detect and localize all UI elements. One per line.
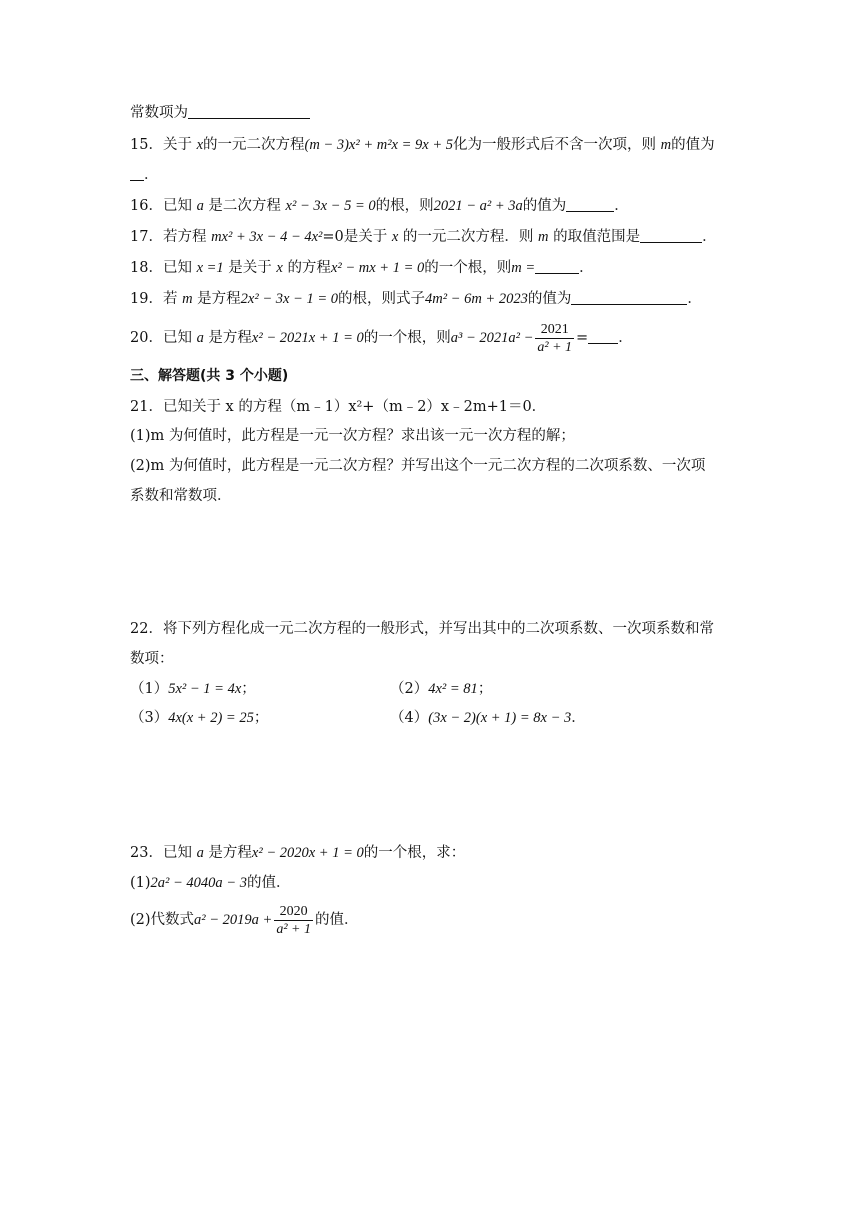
q15-text: 的一元二次方程 bbox=[203, 137, 305, 153]
question-22-item-4 bbox=[390, 708, 586, 728]
q22-item1-equation: 5x² − 1 = 4x bbox=[168, 681, 242, 697]
question-23-stem bbox=[130, 843, 465, 863]
q23-fraction bbox=[274, 903, 313, 938]
q17-text: =0是关于 bbox=[322, 229, 388, 245]
q18-text2: 的方程 bbox=[287, 260, 331, 276]
q18-var-m: m = bbox=[511, 260, 536, 276]
q23-prefix: 23．已知 bbox=[130, 845, 192, 861]
q23-part1-label: (1) bbox=[130, 875, 151, 891]
q20-fraction-numerator: 2021 bbox=[535, 321, 574, 339]
q17-prefix: 17．若方程 bbox=[130, 229, 207, 245]
q16-var-a: a bbox=[196, 198, 204, 214]
question-22-item-1 bbox=[130, 679, 256, 699]
q23-fraction-numerator: 2020 bbox=[274, 903, 313, 921]
q18-text: 是关于 bbox=[228, 260, 272, 276]
q23-part1-expression: 2a² − 4040a − 3 bbox=[150, 875, 247, 891]
q17-end: 的取值范围是 bbox=[553, 229, 641, 245]
q23-part2-end: 的值． bbox=[315, 912, 359, 928]
q16-end: 的值为 bbox=[522, 198, 567, 214]
q20-var-a: a bbox=[196, 330, 204, 346]
q22-item4-equation: (3x − 2)(x + 1) = 8x − 3 bbox=[428, 710, 572, 726]
question-18 bbox=[130, 258, 594, 278]
q14-tail-text: 常数项为 bbox=[130, 105, 188, 121]
q17-text2: 的一元二次方程．则 bbox=[402, 229, 534, 245]
question-15 bbox=[130, 135, 715, 155]
q15-text2: 化为一般形式后不含一次项，则 bbox=[453, 137, 656, 153]
q19-var-m: m bbox=[182, 291, 193, 307]
q18-answer-blank[interactable] bbox=[535, 259, 579, 274]
question-21-part1: (1)m 为何值时，此方程是一元一次方程？求出该一元一次方程的解； bbox=[130, 428, 575, 444]
q18-var-x: x bbox=[276, 260, 283, 276]
q16-equation: x² − 3x − 5 = 0 bbox=[285, 198, 376, 214]
question-15-cont bbox=[130, 165, 159, 185]
q20-equals: = bbox=[576, 330, 589, 346]
question-20 bbox=[130, 320, 633, 356]
q20-prefix: 20．已知 bbox=[130, 330, 192, 346]
q15-var-m: m bbox=[660, 137, 672, 153]
q15-period: ． bbox=[144, 167, 159, 183]
q23-text2: 的一个根，求： bbox=[363, 845, 466, 861]
q23-text: 是方程 bbox=[208, 845, 252, 861]
q16-expression: 2021 − a² + 3a bbox=[433, 198, 523, 214]
q23-part2-label: (2)代数式 bbox=[130, 912, 195, 928]
q23-fraction-denominator: a² + 1 bbox=[276, 921, 311, 937]
q15-answer-blank[interactable] bbox=[130, 166, 144, 181]
q18-equation: x² − mx + 1 = 0 bbox=[330, 260, 425, 276]
q14-tail bbox=[130, 103, 310, 123]
q16-answer-blank[interactable] bbox=[566, 197, 614, 212]
q18-period: ． bbox=[579, 260, 594, 276]
q16-prefix: 16．已知 bbox=[130, 198, 192, 214]
question-19 bbox=[130, 289, 702, 309]
q20-fraction bbox=[535, 321, 574, 356]
question-22-item-2 bbox=[390, 679, 492, 699]
q19-text: 是方程 bbox=[197, 291, 241, 307]
question-22-stem-cont: 数项： bbox=[130, 651, 174, 667]
q18-condition: x =1 bbox=[196, 260, 224, 276]
q14-answer-blank[interactable] bbox=[188, 104, 310, 119]
question-23-part2 bbox=[130, 902, 359, 938]
q15-prefix: 15．关于 bbox=[130, 137, 192, 153]
q23-var-a: a bbox=[196, 845, 204, 861]
q22-item3-end: ； bbox=[253, 710, 269, 726]
q17-equation: mx² + 3x − 4 − 4x² bbox=[211, 229, 323, 245]
question-23-part1 bbox=[130, 873, 290, 893]
q23-part1-end: 的值． bbox=[246, 875, 291, 891]
q20-text: 是方程 bbox=[208, 330, 252, 346]
q17-answer-blank[interactable] bbox=[640, 228, 702, 243]
q23-part2-expression: a² − 2019a + bbox=[194, 912, 273, 928]
q22-item1-label: （1） bbox=[130, 681, 169, 697]
q18-text3: 的一个根，则 bbox=[424, 260, 512, 276]
q19-text2: 的根，则式子 bbox=[337, 291, 425, 307]
q19-answer-blank[interactable] bbox=[571, 290, 687, 305]
q22-item1-end: ； bbox=[241, 681, 256, 697]
q15-end: 的值为 bbox=[671, 137, 715, 153]
q17-var-m: m bbox=[538, 229, 549, 245]
q17-var-x: x bbox=[391, 229, 399, 245]
q22-item3-label: （3） bbox=[130, 710, 169, 726]
q19-period: ． bbox=[687, 291, 702, 307]
question-17 bbox=[130, 227, 717, 247]
q22-item2-end: ； bbox=[477, 681, 493, 697]
q22-item3-equation: 4x(x + 2) = 25 bbox=[168, 710, 254, 726]
q18-prefix: 18．已知 bbox=[130, 260, 192, 276]
q20-text2: 的一个根，则 bbox=[363, 330, 451, 346]
q20-equation: x² − 2021x + 1 = 0 bbox=[251, 330, 364, 346]
question-16 bbox=[130, 196, 629, 216]
q16-text2: 的根，则 bbox=[375, 198, 434, 214]
q20-answer-blank[interactable] bbox=[588, 329, 618, 344]
q23-equation: x² − 2020x + 1 = 0 bbox=[251, 845, 364, 861]
q19-expression: 4m² − 6m + 2023 bbox=[424, 291, 528, 307]
q16-period: ． bbox=[614, 198, 629, 214]
q22-item4-end: ． bbox=[571, 710, 586, 726]
q22-item4-label: （4） bbox=[390, 710, 429, 726]
q20-expression: a³ − 2021a² − bbox=[450, 330, 534, 346]
q19-prefix: 19．若 bbox=[130, 291, 178, 307]
question-21-part2: (2)m 为何值时，此方程是一元二次方程？并写出这个一元二次方程的二次项系数、一次项 bbox=[130, 458, 706, 474]
question-22-item-3 bbox=[130, 708, 268, 728]
q20-period: ． bbox=[618, 330, 633, 346]
question-22-stem: 22．将下列方程化成一元二次方程的一般形式，并写出其中的二次项系数、一次项系数和常 bbox=[130, 621, 714, 637]
q19-end: 的值为 bbox=[527, 291, 572, 307]
question-21-part2-cont: 系数和常数项． bbox=[130, 488, 232, 504]
q16-text: 是二次方程 bbox=[208, 198, 281, 214]
q15-equation: (m − 3)x² + m²x = 9x + 5 bbox=[304, 137, 453, 153]
q19-equation: 2x² − 3x − 1 = 0 bbox=[240, 291, 338, 307]
q22-item2-label: （2） bbox=[390, 681, 429, 697]
q17-period: ． bbox=[702, 229, 717, 245]
q22-item2-equation: 4x² = 81 bbox=[428, 681, 478, 697]
q20-fraction-denominator: a² + 1 bbox=[537, 339, 573, 355]
question-21-stem: 21．已知关于 x 的方程（m﹣1）x²+（m﹣2）x﹣2m+1＝0． bbox=[130, 399, 547, 415]
q15-var-x: x bbox=[196, 137, 203, 153]
section-heading: 三、解答题(共 3 个小题) bbox=[130, 368, 289, 384]
